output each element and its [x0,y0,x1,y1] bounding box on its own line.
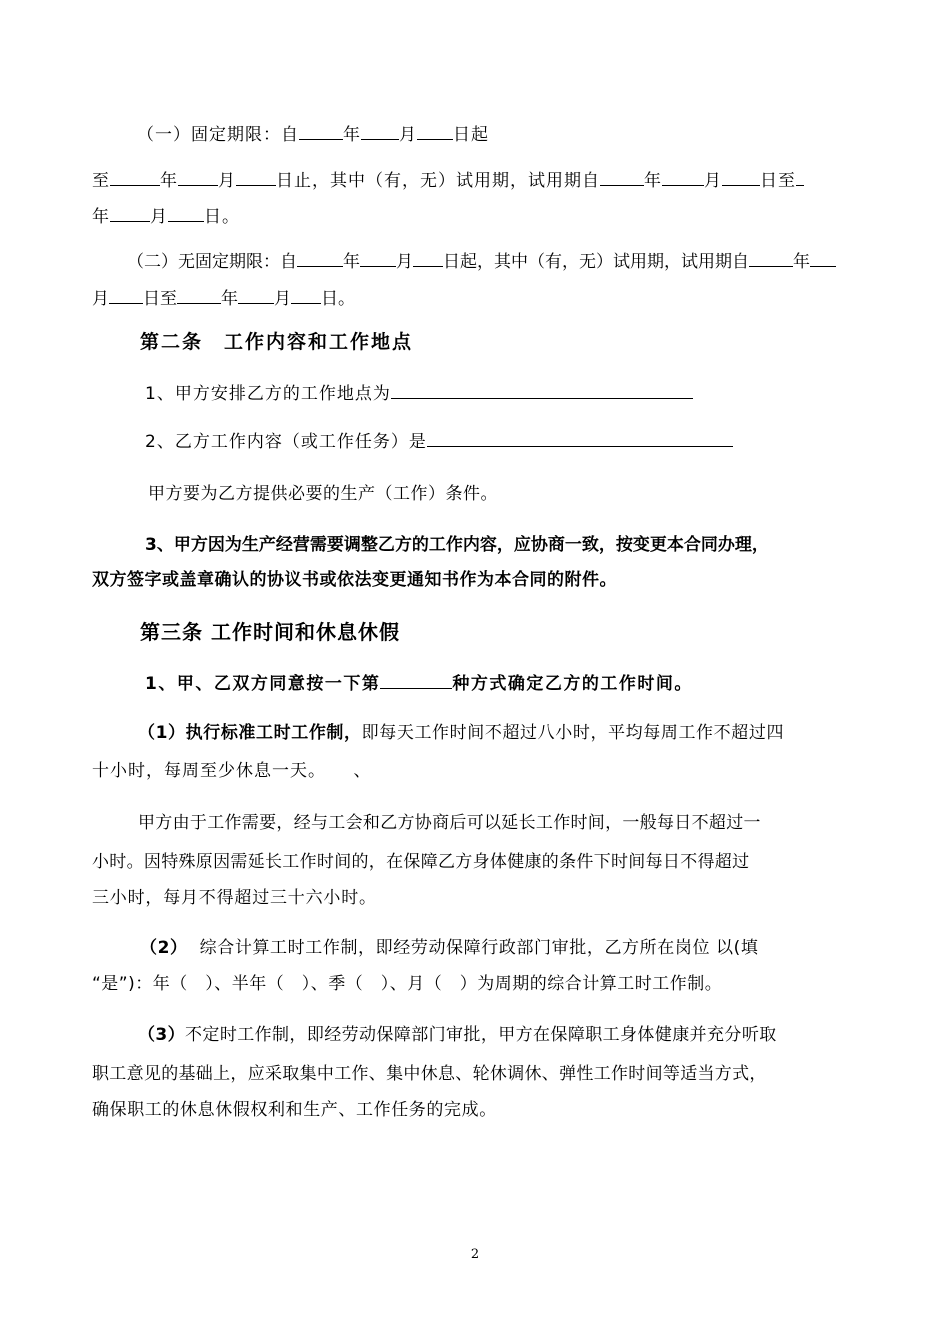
blank-field[interactable] [417,123,453,140]
fixed-term-line-2: 至 年 月 日止，其中（有，无）试用期，试用期自 年 月 日至 [92,169,804,193]
article-3-item-1: 1、甲、乙双方同意按一下第 种方式确定乙方的工作时间。 [145,674,693,694]
overtime-line-2: 小时。因特殊原因需延长工作时间的，在保障乙方身体健康的条件下时间每日不得超过 [92,852,750,872]
standard-hours-line-2: 十小时，每周至少休息一天。 、 [92,761,372,781]
comprehensive-hours-line-2: “是”)：年（ ）、半年（ ）、季（ ）、月（ ）为周期的综合计算工时工作制。 [92,974,723,994]
blank-field[interactable] [749,250,793,267]
page-number: 2 [470,1247,480,1262]
fixed-term-line-3: 年 月 日。 [92,207,240,227]
article-2-item-1: 1、甲方安排乙方的工作地点为 [145,382,693,406]
blank-field[interactable] [236,169,276,186]
blank-field[interactable] [796,169,804,186]
mode-number-field[interactable] [380,672,452,689]
standard-hours-line-1: （1）执行标准工时工作制，即每天工作时间不超过八小时，平均每周工作不超过四 [138,723,785,743]
article-2-item-2: 2、乙方工作内容（或工作任务）是 [145,430,733,454]
blank-field[interactable] [413,250,443,267]
blank-field[interactable] [110,205,150,222]
blank-field[interactable] [361,123,399,140]
overtime-line-3: 三小时，每月不得超过三十六小时。 [92,888,377,908]
flexible-hours-line-2: 职工意见的基础上，应采取集中工作、集中休息、轮休调休、弹性工作时间等适当方式， [92,1064,767,1084]
blank-field[interactable] [178,169,218,186]
article-2-title: 第二条 工作内容和工作地点 [140,331,414,353]
blank-field[interactable] [297,250,343,267]
blank-field[interactable] [109,287,143,304]
open-term-line-2: 月 日至 年 月 日。 [92,289,355,309]
fixed-term-line-1: （一）固定期限：自 年 月 日起 [137,125,489,145]
blank-field[interactable] [722,169,760,186]
flexible-hours-line-1: （3）不定时工作制，即经劳动保障部门审批，甲方在保障职工身体健康并充分听取 [138,1025,777,1045]
fixed-term-label: （一）固定期限：自 [137,125,299,145]
blank-field[interactable] [810,250,836,267]
work-content-field[interactable] [427,430,733,447]
comprehensive-hours-line-1: （2） 综合计算工时工作制，即经劳动保障行政部门审批，乙方所在岗位 以(填 [140,938,759,958]
blank-field[interactable] [168,205,204,222]
article-3-title: 第三条 工作时间和休息休假 [140,620,400,644]
article-2-item-3-line-1: 3、甲方因为生产经营需要调整乙方的工作内容，应协商一致，按变更本合同办理， [145,535,769,555]
blank-field[interactable] [299,123,343,140]
blank-field[interactable] [110,169,160,186]
blank-field[interactable] [662,169,704,186]
overtime-line-1: 甲方由于工作需要，经与工会和乙方协商后可以延长工作时间，一般每日不超过一 [138,813,761,833]
blank-field[interactable] [177,287,221,304]
blank-field[interactable] [360,250,396,267]
blank-field[interactable] [600,169,644,186]
blank-field[interactable] [238,287,274,304]
open-term-line-1: （二）无固定期限：自 年 月 日起，其中（有，无）试用期，试用期自 年 [127,250,836,274]
work-location-field[interactable] [391,382,693,399]
flexible-hours-line-3: 确保职工的休息休假权利和生产、工作任务的完成。 [92,1100,497,1120]
blank-field[interactable] [291,287,321,304]
article-2-item-3-line-2: 双方签字或盖章确认的协议书或依法变更通知书作为本合同的附件。 [92,570,617,590]
article-2-conditions: 甲方要为乙方提供必要的生产（工作）条件。 [148,484,498,504]
